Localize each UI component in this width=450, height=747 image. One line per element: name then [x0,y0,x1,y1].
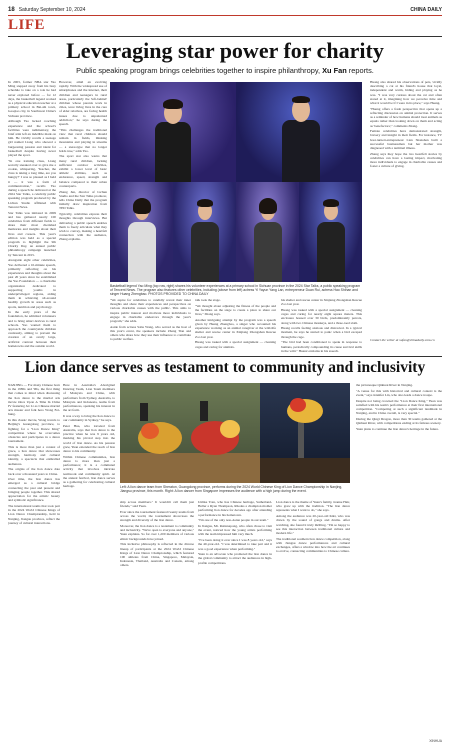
article1-photo-caption [110,284,362,297]
article1-photo-collage [110,82,362,282]
article2-column-6 [356,383,442,733]
agency-credit: XINHUA [429,739,442,743]
paragraph: Zhang Jun, director of Lichun Studio and the Star Talks producer, tells China Daily that the program initially drew inspiration from TED Talks. [59,189,107,211]
article2-headline: Lion dance serves as testament to community and inclusivity [24,359,426,376]
paragraph: Although Yao lacked coaching experience and the school's facilities were rudimentary, the brief stint left an indelible mark on him. He vividly recalls a teenage girl named Liang who showed a burgeoning passion and talent for basketball despite having never played the sport. [8,119,56,157]
article1-headline: Leveraging star power for charity [66,38,384,63]
caption-text: Basketball legend Yao Ming (top row, right) shares his volunteer experiences at a primary school in Sichuan province in the 2024 Star Talks, a public speaking program of Tencent News. The program also features other celebrities, including (above from left) actress Yi Yayun Yang Lan, entrepreneur Duan Rui, actress Hao Shihan and singer Huang Zhengbao. [110,284,361,297]
article1-author: Xu Fan [322,66,347,75]
paragraph: "We thought about adjusting the fitness of the people and the facilities on the stage to create a place to share our lives," Zhang says. [195,303,276,317]
paragraph: Moreover, the lion dance is a testament to community and inclusivity. "We're open to everyone and anyone," Yuan explains. So far over 1,200 members of various ethnic backgrounds have joined. [120,524,194,541]
paragraph: This inclusive philosophy is reflected in the diverse lineup of participants at the 2024 World Chinese Kings of Lion Dance Championship, which featured 100 athletes from China, Singapore, Malaysia, Indonesia, Thailand, Australia and Canada, among others. [120,542,194,568]
caption-text: Left: A lion dance team from Sheraton, Guangdong province, performs during the 2024 World Chinese King of Lion Dance Championship in Nanjing, Jiangsu province, this month. Right: A lion dancer from Singapore impresses the audience with a high jump during the event. [120,485,343,494]
paragraph: Huang was tasked with a special assignment — cleaning cages and caring for nearly eight square meters. This enclosure housed over 30 birds, predominantly parrots, along with two Chinese monkeys, and a three-toed sloth. [281,307,362,325]
contact-line: Contact the writer at xufan@chinadaily.com.cn [370,338,435,342]
article2-column-5 [276,500,350,738]
paragraph: In this classic movie, Wong travels to Beijing's Guangdong province, to fighting for a "Lion Dance King" competition where he overcomes obstacles and participates in a dance tournament. [8,418,60,444]
paragraph: Yuan is an advocate who promoted the lion dance in the global community to attract the audiences in high-profile competitions. [198,552,272,565]
paragraph: The sport star also warns that many rural children, lacking sufficient outdoor activities, exhibit a lower level of basic athletic abilities, such as endurance, speed, strength and balance compared to their urban counterparts. [59,154,107,188]
paragraph: The traditional southern lion dance competition, along with Jiangsu dance performances and cultural exchanges, offers a window into how the art continues to evolve, connecting communities to Chinese culture. [276,536,350,554]
article1-contact [370,338,442,352]
photo-speaker-2 [173,182,236,282]
article2-column-3 [120,500,194,738]
paragraph: "In one training class, Liang secretly sneaked over to give me a cookie, whispering, 'Teacher, the class is taking a long time, are you hungry?' I was so pleased as I held it — it was a form of communication," recalls Yao during a speech he delivered at the 2024 Star Talks, a celebrity public speaking program produced by the Lichun Studio affiliated with Tencent News. [8,158,56,209]
paragraph: Aside from actress Sabu Wang, who served as the host of this year's event, the speakers include Zhang Tian and others who share how they use their influence to contribute to public welfare. [110,324,191,342]
paragraph: "Huang offers a fresh perspective that opens up a reflecting discussion on animal protection. It serves as a reminder of how humans should treat animals as equals rather than looking down on them and acting as 'benefactors'," comments Zhang. [370,106,442,128]
paragraph: the picturesque Qinhuai River in Nanjing. [356,383,413,387]
paragraph: The international teams that took part in the 2024 World Chinese Kings of Lion Dance Championship, held in Nanjing, Jiangsu province, reflect the journey of cultural interactions. [8,503,60,525]
paragraph: NANJING — For many Chinese born in the 1980s and '90s, the first thing that comes to mind when discussing the lion dance is the martial arts movie Once Upon A Time In China IV featuring Jet Li as Chinese martial arts master and folk hero Wong Fei-hung. [8,383,60,417]
paragraph: Over time, the lion dance has emerged as a cultural bridge connecting the past and present and bringing people together. This shared appreciation for the artistic beauty and symbolic significance. [8,477,60,503]
paragraph: "A venue for this with historical and cultural context is the event," says Jennifer Lin, who also leads a dance troupe. [356,388,442,397]
photo-speaker-stage [110,82,236,182]
paragraph: "I've been doing it ever since I was 8 years old," says the 40-year-old. "I was determined to take part and it was a good experience when performing." [198,538,272,551]
article-divider [8,356,442,357]
paragraph: It was a way to bring the lion dance to our community in Sydney," he says. [63,413,115,423]
article1-column-1 [8,80,56,352]
paragraph: Star Talks was initiated in 2009 and has gathered nearly 100 celebrities from different fields to share their most cherished memories and insights about their lives and careers. This year's edition was held as a special program to highlight the 9th Charity Day, an annual public philanthropy campaign launched by Tencent in 2015. [8,210,56,257]
section-rule [8,36,442,37]
paragraph: talk took the stage. [195,298,221,302]
paragraph: Within Chinese communities, lion dance is more than just a performance; it is a communal activity that involves intricate teamwork and community spirit. At the annual festival, lion dance serves as a gathering for celebrating cultural heritage. [63,454,115,489]
paragraph: Yuan plans to continue the lion dance's heritage in the future. [356,426,439,431]
paragraph: "This challenges the traditional view that rural children should remain in fields, thinking mountains and playing in streams — a stereotype that no longer holds true," adds Yao. [59,127,107,153]
paragraph: Unlike Tran, who has Chinese heritage, Sutherland-Heller a Ryan Thompson, Rhodes a champion mother performing lion dance for decades ago after attending a performance in his hometown. [198,500,272,517]
article1-column-2 [59,80,107,352]
paragraph: Huang recalls feeling anxious and distracted. In a typical moment, he says he started to panic when a bird escaped through the cage. [281,326,362,339]
lion-dance-illustration [120,383,260,483]
paragraph: This is more than just a contest of grace, a lion dance that showcases strength, harmony and cultural identity, a spectacle that enthralled audiences. [8,444,60,466]
paragraph: "We aspire for celebrities to candidly reveal their inner thoughts and share their experiences and perspectives on various charitable causes with the public. This aims to inspire public interest and motivate more individuals to engage in charitable endeavors through the year's program," she adds. [110,298,191,324]
paragraph: Here in Australia's Aboriginal Dancing Team, Lion Team members of Malaysia and China, with performers from Sydney, Australia, to Malaysia and Indonesia, teams from performances, sparking his interest in the art form. [63,383,115,413]
article2-photo-caption [120,485,350,493]
paragraph: However, amid an evolving rapidly. With the widespread use of smartphones and the internet, their children and teenagers in rural areas, particularly the 'left-behind' children whose parents work in cities, were living lives in the care of elder relatives, are facing health issues due to unpatterned addiction," he says during the speech. [59,80,107,127]
article1-column-4 [195,298,276,352]
photo-speaker-1 [110,182,173,282]
paragraph: The origins of the lion dance date back over a thousand years to China. [8,467,60,476]
paragraph: Peter Hua, who traveled from Australia, says that lion dance is the practice when he was 9 years old, marking his pivotal step into the world of lion dance. As his passion grew, Yuan extended the reach of lion dance to his community. [63,423,115,454]
paragraph: Female celebrities have demonstrated strength, bravery and insight in their fields. For instance, TV host-turned-entrepreneur Lian Shanshan built a successful businessman but her mother was diagnosed with a terminal illness. [370,129,442,151]
paragraph: "I'm one of the only non-Asian people in our team." [198,518,269,523]
article1-column-5 [281,298,362,352]
header-rule [8,15,442,16]
article1-column-3 [110,298,191,352]
article1-subhead [8,66,442,75]
page-date: Saturday September 10, 2024 [18,6,86,13]
paragraph: In 2003, former NBA star Yao Ming stepped away from his busy schedule to take on a role he had never explored before — for 12 days, the basketball legend worked as a physical education teacher at a primary school in Bai-shi town, Gaoqiao city, in Southwest China's Sichuan province. [8,80,56,118]
paragraph: Lion dance is the theme of Yuan's family, Jeanne Hair, who grew up with the tradition. "The lion dance represents what I want to do," she says. [276,500,350,513]
article1-column-6 [370,80,442,335]
photo-credit: PHOTOS PROVIDED TO CHINA DAILY [148,292,209,297]
paragraph: Among the audience was 20-year-old Kiki, who was drawn by the sound of gongs and drums. After watching, she found it truly thrilling. "I'm so happy to see this interaction between traditional culture and modern life." [276,514,350,535]
article2-column-2 [63,383,115,738]
photo-lion-team [120,383,260,483]
paragraph: Zhang says they hope the two heartfelt stories by celebrities can have a lasting impact, motivating more individuals to engage in charitable causes and foster a culture of giving. [370,151,442,169]
article2-photo [120,383,350,483]
paragraph: Another intriguing attempt by the program was a speech given by Huang Zhengbao, a singer who recounted his experience working as an animal caregiver at the wild-life shelter and rescue center in Xinjiang Zhongshan Rescue Zoo last year. [195,317,276,339]
paragraph: his shelter and rescue center in Xinjiang Zhongshan Rescue Zoo last year. [281,298,362,307]
section-title: LIFE [8,17,46,33]
paragraph: Huang also shared his observations of pets, vividly describing a cat at his friend's house that loyal, independent and warm, hiding and playing as he was. "I was very curious about the cat and often stared at it, imagining how we perceive time and what it would be if I were in its place," says Huang. [370,80,442,106]
paragraph: "The bird had been conditioned to speak in response to humans, periodically compounding its cause survival skills in the wild," Huang explains in his speech. [281,340,362,352]
article1-subhead-text: Public speaking program brings celebrities together to inspire philanthropy, [76,66,321,75]
article2-column-4 [198,500,272,738]
article1-subhead-suffix: reports. [348,66,374,75]
newspaper-brand: CHINA DAILY [410,6,442,13]
paragraph: Huang was tasked with a special assignment — cleaning cages and caring for animals. [195,340,276,349]
paragraph: Despite not being crowned the "Lion Dance King," Yuan was satisfied with his team's performance at their first international competition. "Competing at such a significant landmark in Nanjing, and in China overall, is very special." [356,398,442,416]
page-number: 18 [8,6,15,13]
paragraph: Ever since the tournament featured twenty teams from across the world, the tournament showcases the strength and diversity of the lion dance. [120,509,194,523]
photo-lion-jump [260,383,350,483]
paragraph: ship across members." It wouldn't call them just friends," said Yuan. [120,500,194,509]
article2-column-1 [8,383,60,738]
paragraph: Alongside eight other celebrities, Yao delivered a 10-minute speech, primarily reflecting on his experiences and thoughts about the past 20 years since he established the Yao Foundation — a charitable organization dedicated to supporting youths in underprivileged regions, aiding them in achieving all-around healthy growth in areas such as sports, nutrition and psychology. [8,258,56,309]
photo-speaker-3 [236,182,299,282]
paragraph: In Jiangsu, Mr. Ruttanapong, who often chose to visit the event, noticed how the young artists performing with the team impressed him very much. [198,524,272,537]
page-header-left [8,7,85,13]
photo-yao-ming [236,82,362,182]
paragraph: Typically, celebrities express their thoughts through interviews. But delivering a public speech enables them to freely articulate what they wish to convey, making a heartfelt connection with the audience, Zhang explains. [59,212,107,242]
lion-jump-illustration [260,383,350,483]
page-header [8,5,442,14]
photo-speaker-4 [299,182,362,282]
paragraph: During the Qingi Dragon, more than 30 teams gathered at the Qinhuai River, with competitions ending at its famous scenery. [356,416,442,426]
paragraph: In the early years of the foundation, he admitted volunteers and to bring smart devices to rural schools. Yao wanted them to approach the countryside children cautiously, aiming to prevent the creation of an overly large, artificial contrast between their hometowns and the outside world. [8,310,56,348]
